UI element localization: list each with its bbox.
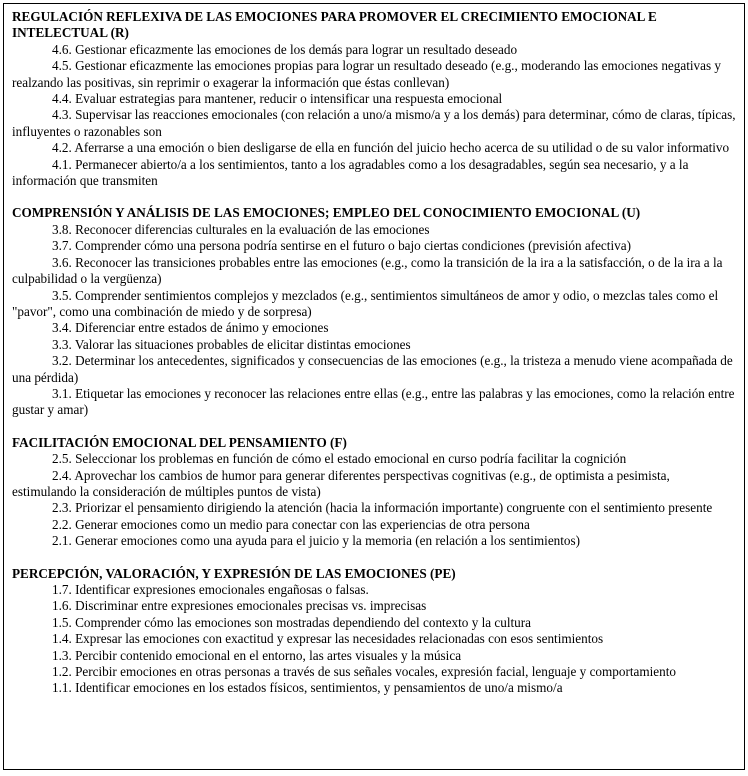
section	[12, 205, 736, 418]
list-item: 2.3. Priorizar el pensamiento dirigiendo la atención (hacia la información importante) congruente con el sentimiento presente	[52, 500, 713, 516]
list-item: 1.1. Identificar emociones en los estados físicos, sentimientos, y pensamientos de uno/a mismo/a	[52, 680, 563, 696]
list-item: 3.6. Reconocer las transiciones probables entre las emociones (e.g., como la transición de la ira a la satisfacción, o de la ira a la culpabilidad o la vergüenza)	[12, 254, 723, 287]
list-item: 2.4. Aprovechar los cambios de humor para generar diferentes perspectivas cognitivas (e.g., de optimista a pesimista, estimulando la consideración de múltiples puntos de vista)	[12, 467, 670, 499]
section	[12, 9, 736, 189]
list-item: 1.2. Percibir emociones en otras personas a través de sus señales vocales, expresión facial, lenguaje y comportamiento	[52, 664, 676, 680]
list-item: 4.5. Gestionar eficazmente las emociones propias para lograr un resultado deseado (e.g., moderando las emociones negativas y realzando las positivas, sin reprimir o exagerar la información que éstas conllevan)	[12, 58, 722, 90]
list-item: 3.7. Comprender cómo una persona podría sentirse en el futuro o bajo ciertas condiciones (previsión afectiva)	[52, 238, 631, 254]
list-item: 1.3. Percibir contenido emocional en el entorno, las artes visuales y la música	[52, 647, 462, 663]
list-item: 4.2. Aferrarse a una emoción o bien desligarse de ella en función del juicio hecho acerca de su utilidad o de su valor informativo	[52, 140, 730, 156]
list-item: 3.5. Comprender sentimientos complejos y mezclados (e.g., sentimientos simultáneos de amor y odio, o mezclas tales como el "pavor", como una combinación de miedo y de sorpresa)	[12, 287, 719, 319]
list-item: 1.7. Identificar expresiones emocionales engañosas o falsas.	[52, 582, 369, 597]
list-item: 4.6. Gestionar eficazmente las emociones de los demás para lograr un resultado deseado	[52, 41, 518, 57]
section-heading: PERCEPCIÓN, VALORACIÓN, Y EXPRESIÓN DE LAS EMOCIONES (PE)	[12, 565, 456, 581]
section	[12, 566, 736, 697]
list-item: 2.5. Seleccionar los problemas en función de cómo el estado emocional en curso podría facilitar la cognición	[52, 451, 627, 467]
list-item: 3.8. Reconocer diferencias culturales en la evaluación de las emociones	[52, 221, 430, 237]
section-heading: COMPRENSIÓN Y ANÁLISIS DE LAS EMOCIONES; EMPLEO DEL CONOCIMIENTO EMOCIONAL (U)	[12, 205, 641, 221]
section-heading: REGULACIÓN REFLEXIVA DE LAS EMOCIONES PARA PROMOVER EL CRECIMIENTO EMOCIONAL E INTELECTUAL (R)	[12, 9, 657, 41]
list-item: 3.1. Etiquetar las emociones y reconocer las relaciones entre ellas (e.g., entre las palabras y las emociones, como la relación entre gustar y amar)	[12, 385, 735, 418]
document-page	[3, 3, 745, 770]
list-item: 4.4. Evaluar estrategias para mantener, reducir o intensificar una respuesta emocional	[52, 91, 503, 107]
list-item: 4.1. Permanecer abierto/a a los sentimientos, tanto a los agradables como a los desagradables, según sea necesario, y a la información que transmiten	[12, 156, 689, 189]
list-item: 1.4. Expresar las emociones con exactitud y expresar las necesidades relacionadas con esos sentimientos	[52, 631, 604, 647]
section	[12, 435, 736, 550]
list-item: 2.2. Generar emociones como un medio para conectar con las experiencias de otra persona	[52, 516, 530, 532]
list-item: 1.6. Discriminar entre expresiones emocionales precisas vs. imprecisas	[52, 598, 427, 614]
list-item: 3.3. Valorar las situaciones probables de elicitar distintas emociones	[52, 336, 411, 352]
list-item: 3.2. Determinar los antecedentes, significados y consecuencias de las emociones (e.g., la tristeza a menudo viene acompañada de una pérdida)	[12, 353, 733, 385]
section-heading: FACILITACIÓN EMOCIONAL DEL PENSAMIENTO (F)	[12, 434, 347, 450]
list-item: 1.5. Comprender cómo las emociones son mostradas dependiendo del contexto y la cultura	[52, 614, 532, 630]
list-item: 4.3. Supervisar las reacciones emocionales (con relación a uno/a mismo/a y a los demás) para determinar, cómo de claras, típicas, influyentes o razonables son	[12, 107, 736, 139]
list-item: 2.1. Generar emociones como una ayuda para el juicio y la memoria (en relación a los sentimientos)	[52, 533, 581, 549]
list-item: 3.4. Diferenciar entre estados de ánimo y emociones	[52, 320, 329, 336]
